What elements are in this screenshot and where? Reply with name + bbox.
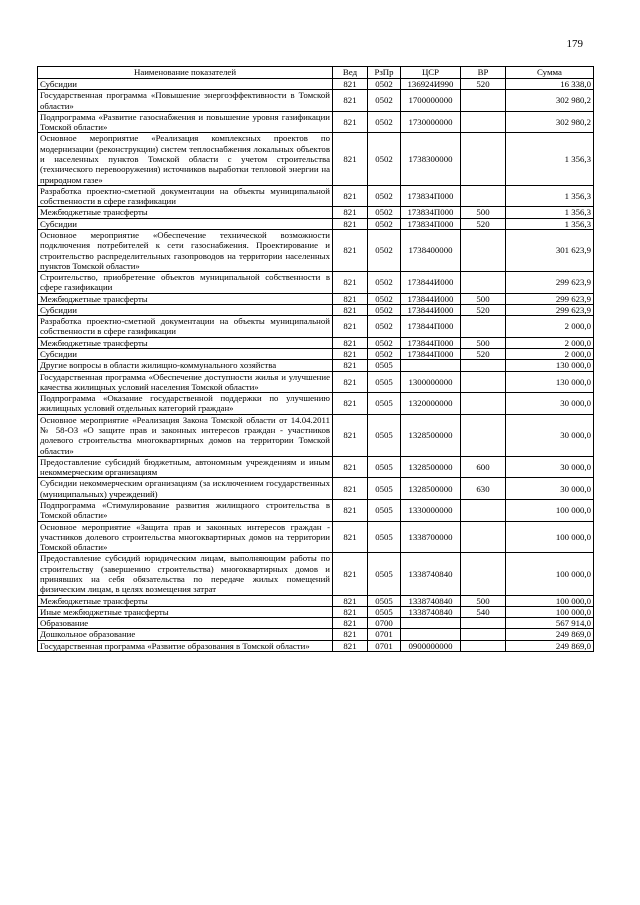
row-vr-cell (461, 185, 506, 207)
col-header-name: Наименование показателей (38, 67, 333, 79)
row-ved-cell: 821 (333, 360, 368, 371)
row-rzpr-cell: 0505 (368, 595, 401, 606)
col-header-rzpr: РзПр (368, 67, 401, 79)
row-rzpr-cell: 0502 (368, 229, 401, 271)
row-csr-cell: 1328500000 (401, 478, 461, 500)
row-name-cell: Субсидии (38, 349, 333, 360)
row-csr-cell: 1320000000 (401, 393, 461, 415)
table-row (38, 618, 594, 629)
row-name-cell: Межбюджетные трансферты (38, 207, 333, 218)
row-vr-cell (461, 371, 506, 393)
row-csr-cell: 173844П000 (401, 337, 461, 348)
row-vr-cell: 500 (461, 293, 506, 304)
row-vr-cell: 500 (461, 207, 506, 218)
row-sum-cell: 301 623,9 (506, 229, 594, 271)
table-row (38, 218, 594, 229)
row-name-cell: Подпрограмма «Стимулирование развития жилищного строительства в Томской области» (38, 499, 333, 521)
row-rzpr-cell: 0505 (368, 371, 401, 393)
table-body (38, 79, 594, 652)
row-rzpr-cell: 0502 (368, 349, 401, 360)
row-csr-cell: 173844И000 (401, 272, 461, 294)
row-ved-cell: 821 (333, 293, 368, 304)
row-rzpr-cell: 0505 (368, 521, 401, 553)
row-rzpr-cell: 0502 (368, 337, 401, 348)
row-name-cell: Межбюджетные трансферты (38, 337, 333, 348)
row-sum-cell: 249 869,0 (506, 629, 594, 640)
row-sum-cell: 1 356,3 (506, 133, 594, 185)
row-name-cell: Субсидии (38, 79, 333, 90)
row-rzpr-cell: 0505 (368, 606, 401, 617)
row-rzpr-cell: 0502 (368, 90, 401, 112)
row-vr-cell: 630 (461, 478, 506, 500)
row-ved-cell: 821 (333, 79, 368, 90)
row-rzpr-cell: 0502 (368, 304, 401, 315)
row-vr-cell: 520 (461, 349, 506, 360)
row-name-cell: Образование (38, 618, 333, 629)
row-name-cell: Основное мероприятие «Обеспечение технической возможности подключения потребителей к сети газоснабжения. Проектирование и строительство распределительных газопроводов на территории населенных пунктов Томской области» (38, 229, 333, 271)
col-header-vr: ВР (461, 67, 506, 79)
row-csr-cell: 173844И000 (401, 304, 461, 315)
table-row (38, 133, 594, 185)
row-vr-cell (461, 133, 506, 185)
table-row (38, 371, 594, 393)
row-name-cell: Предоставление субсидий бюджетным, автономным учреждениям и иным некоммерческим организациям (38, 456, 333, 478)
row-rzpr-cell: 0502 (368, 79, 401, 90)
row-rzpr-cell: 0700 (368, 618, 401, 629)
table-row (38, 111, 594, 133)
table-header-row (38, 67, 594, 79)
row-vr-cell (461, 111, 506, 133)
row-csr-cell: 1300000000 (401, 371, 461, 393)
budget-table (37, 66, 594, 652)
row-ved-cell: 821 (333, 185, 368, 207)
row-name-cell: Дошкольное образование (38, 629, 333, 640)
row-sum-cell: 299 623,9 (506, 293, 594, 304)
row-ved-cell: 821 (333, 207, 368, 218)
row-sum-cell: 2 000,0 (506, 337, 594, 348)
row-ved-cell: 821 (333, 499, 368, 521)
row-csr-cell (401, 629, 461, 640)
col-header-csr: ЦСР (401, 67, 461, 79)
row-name-cell: Основное мероприятие «Защита прав и законных интересов граждан - участников долевого строительства многоквартирных домов на территории Томской области» (38, 521, 333, 553)
row-name-cell: Государственная программа «Повышение энергоэффективности в Томской области» (38, 90, 333, 112)
table-row (38, 304, 594, 315)
row-vr-cell: 600 (461, 456, 506, 478)
row-rzpr-cell: 0505 (368, 499, 401, 521)
row-rzpr-cell: 0502 (368, 316, 401, 338)
row-name-cell: Разработка проектно-сметной документации на объекты муниципальной собственности в сфере газификации (38, 185, 333, 207)
row-sum-cell: 299 623,9 (506, 272, 594, 294)
row-vr-cell (461, 499, 506, 521)
row-sum-cell: 16 338,0 (506, 79, 594, 90)
table-row (38, 456, 594, 478)
row-ved-cell: 821 (333, 229, 368, 271)
row-ved-cell: 821 (333, 606, 368, 617)
row-vr-cell: 540 (461, 606, 506, 617)
table-row (38, 629, 594, 640)
row-rzpr-cell: 0701 (368, 640, 401, 651)
row-ved-cell: 821 (333, 218, 368, 229)
row-ved-cell: 821 (333, 316, 368, 338)
row-sum-cell: 130 000,0 (506, 371, 594, 393)
row-ved-cell: 821 (333, 393, 368, 415)
row-rzpr-cell: 0505 (368, 553, 401, 595)
table-row (38, 229, 594, 271)
table-row (38, 595, 594, 606)
row-rzpr-cell: 0502 (368, 293, 401, 304)
row-csr-cell: 173844П000 (401, 316, 461, 338)
row-csr-cell: 173844И000 (401, 293, 461, 304)
row-name-cell: Подпрограмма «Оказание государственной поддержки по улучшению жилищных условий отдельных категорий граждан» (38, 393, 333, 415)
row-sum-cell: 30 000,0 (506, 393, 594, 415)
row-vr-cell: 500 (461, 337, 506, 348)
row-rzpr-cell: 0505 (368, 456, 401, 478)
row-ved-cell: 821 (333, 414, 368, 456)
row-rzpr-cell: 0502 (368, 111, 401, 133)
row-csr-cell: 173834П000 (401, 185, 461, 207)
row-vr-cell (461, 521, 506, 553)
row-name-cell: Субсидии (38, 304, 333, 315)
col-header-sum: Сумма (506, 67, 594, 79)
row-sum-cell: 567 914,0 (506, 618, 594, 629)
row-ved-cell: 821 (333, 272, 368, 294)
row-sum-cell: 1 356,3 (506, 207, 594, 218)
page-number: 179 (566, 38, 583, 50)
row-sum-cell: 2 000,0 (506, 316, 594, 338)
row-ved-cell: 821 (333, 640, 368, 651)
table-row (38, 185, 594, 207)
row-csr-cell: 1338740840 (401, 606, 461, 617)
row-csr-cell: 1328500000 (401, 456, 461, 478)
row-ved-cell: 821 (333, 618, 368, 629)
row-sum-cell: 100 000,0 (506, 553, 594, 595)
row-vr-cell (461, 393, 506, 415)
row-rzpr-cell: 0505 (368, 414, 401, 456)
row-csr-cell: 1338740840 (401, 553, 461, 595)
row-name-cell: Другие вопросы в области жилищно-коммунального хозяйства (38, 360, 333, 371)
row-csr-cell: 1738300000 (401, 133, 461, 185)
table-row (38, 272, 594, 294)
row-name-cell: Иные межбюджетные трансферты (38, 606, 333, 617)
row-csr-cell: 1730000000 (401, 111, 461, 133)
table-row (38, 521, 594, 553)
row-csr-cell: 173844П000 (401, 349, 461, 360)
row-csr-cell (401, 360, 461, 371)
row-csr-cell: 1338740840 (401, 595, 461, 606)
row-sum-cell: 2 000,0 (506, 349, 594, 360)
row-vr-cell: 500 (461, 595, 506, 606)
row-name-cell: Основное мероприятие «Реализация комплексных проектов по модернизации (реконструкции) систем теплоснабжения локальных объектов и населенных пунктов Томской области с учетом строительства (технического перевооружения) источников выработки тепловой энергии на природном газе» (38, 133, 333, 185)
row-vr-cell (461, 618, 506, 629)
row-sum-cell: 100 000,0 (506, 521, 594, 553)
row-csr-cell: 173834П000 (401, 218, 461, 229)
row-name-cell: Предоставление субсидий юридическим лицам, выполняющим работы по строительству (завершению строительства) многоквартирных домов и принявших на себя обязательства по передаче жилых помещений физическим лицам, в целях возмещения затрат (38, 553, 333, 595)
row-rzpr-cell: 0502 (368, 272, 401, 294)
row-vr-cell (461, 360, 506, 371)
row-rzpr-cell: 0502 (368, 185, 401, 207)
row-ved-cell: 821 (333, 90, 368, 112)
row-sum-cell: 249 869,0 (506, 640, 594, 651)
table-row (38, 414, 594, 456)
row-ved-cell: 821 (333, 456, 368, 478)
row-name-cell: Субсидии некоммерческим организациям (за исключением государственных (муниципальных) учреждений) (38, 478, 333, 500)
table-row (38, 90, 594, 112)
row-ved-cell: 821 (333, 629, 368, 640)
table-row (38, 349, 594, 360)
row-csr-cell: 1330000000 (401, 499, 461, 521)
row-name-cell: Строительство, приобретение объектов муниципальной собственности в сфере газификации (38, 272, 333, 294)
row-csr-cell: 1738400000 (401, 229, 461, 271)
row-csr-cell: 1328500000 (401, 414, 461, 456)
row-csr-cell: 1338700000 (401, 521, 461, 553)
row-sum-cell: 1 356,3 (506, 185, 594, 207)
table-row (38, 316, 594, 338)
row-csr-cell: 173834П000 (401, 207, 461, 218)
row-vr-cell (461, 272, 506, 294)
table-row (38, 337, 594, 348)
row-rzpr-cell: 0505 (368, 478, 401, 500)
table-row (38, 478, 594, 500)
row-name-cell: Подпрограмма «Развитие газоснабжения и повышение уровня газификации Томской области» (38, 111, 333, 133)
row-vr-cell (461, 640, 506, 651)
row-ved-cell: 821 (333, 478, 368, 500)
row-sum-cell: 1 356,3 (506, 218, 594, 229)
row-ved-cell: 821 (333, 349, 368, 360)
row-sum-cell: 30 000,0 (506, 478, 594, 500)
row-ved-cell: 821 (333, 371, 368, 393)
table-row (38, 606, 594, 617)
row-vr-cell: 520 (461, 79, 506, 90)
row-vr-cell (461, 414, 506, 456)
row-name-cell: Субсидии (38, 218, 333, 229)
row-sum-cell: 299 623,9 (506, 304, 594, 315)
row-ved-cell: 821 (333, 337, 368, 348)
row-vr-cell (461, 316, 506, 338)
row-ved-cell: 821 (333, 521, 368, 553)
table-row (38, 499, 594, 521)
row-vr-cell (461, 629, 506, 640)
row-vr-cell: 520 (461, 218, 506, 229)
row-ved-cell: 821 (333, 133, 368, 185)
table-row (38, 393, 594, 415)
table-row (38, 293, 594, 304)
row-vr-cell: 520 (461, 304, 506, 315)
row-ved-cell: 821 (333, 111, 368, 133)
table-row (38, 79, 594, 90)
row-sum-cell: 302 980,2 (506, 111, 594, 133)
row-rzpr-cell: 0505 (368, 393, 401, 415)
row-vr-cell (461, 90, 506, 112)
row-rzpr-cell: 0701 (368, 629, 401, 640)
row-ved-cell: 821 (333, 595, 368, 606)
col-header-ved: Вед (333, 67, 368, 79)
row-vr-cell (461, 553, 506, 595)
row-vr-cell (461, 229, 506, 271)
row-name-cell: Основное мероприятие «Реализация Закона Томской области от 14.04.2011 № 58-ОЗ «О защите прав и законных интересов граждан - участников долевого строительства многоквартирных домов на территории Томской области» (38, 414, 333, 456)
row-sum-cell: 30 000,0 (506, 456, 594, 478)
row-sum-cell: 100 000,0 (506, 595, 594, 606)
row-name-cell: Межбюджетные трансферты (38, 293, 333, 304)
table-row (38, 360, 594, 371)
row-rzpr-cell: 0505 (368, 360, 401, 371)
table-row (38, 640, 594, 651)
table-row (38, 553, 594, 595)
row-rzpr-cell: 0502 (368, 218, 401, 229)
row-sum-cell: 30 000,0 (506, 414, 594, 456)
row-rzpr-cell: 0502 (368, 133, 401, 185)
row-csr-cell (401, 618, 461, 629)
row-name-cell: Государственная программа «Развитие образования в Томской области» (38, 640, 333, 651)
row-name-cell: Разработка проектно-сметной документации на объекты муниципальной собственности в сфере газификации (38, 316, 333, 338)
row-sum-cell: 100 000,0 (506, 499, 594, 521)
row-ved-cell: 821 (333, 304, 368, 315)
row-csr-cell: 0900000000 (401, 640, 461, 651)
row-csr-cell: 1700000000 (401, 90, 461, 112)
row-name-cell: Межбюджетные трансферты (38, 595, 333, 606)
row-sum-cell: 130 000,0 (506, 360, 594, 371)
row-sum-cell: 302 980,2 (506, 90, 594, 112)
row-sum-cell: 100 000,0 (506, 606, 594, 617)
table-row (38, 207, 594, 218)
row-name-cell: Государственная программа «Обеспечение доступности жилья и улучшение качества жилищных условий населения Томской области» (38, 371, 333, 393)
row-rzpr-cell: 0502 (368, 207, 401, 218)
row-csr-cell: 136924И990 (401, 79, 461, 90)
row-ved-cell: 821 (333, 553, 368, 595)
